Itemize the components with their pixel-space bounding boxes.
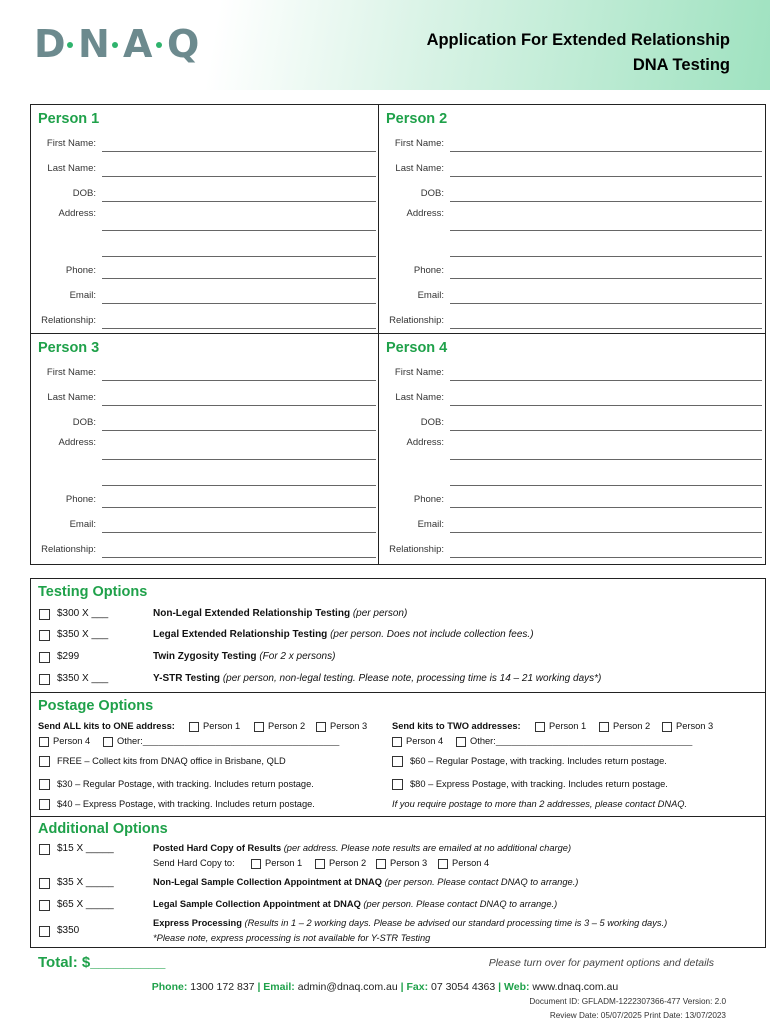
options-divider-2 <box>30 816 766 817</box>
email-label: Email: <box>69 519 96 530</box>
person-1-dob-field[interactable] <box>102 201 376 202</box>
logo-letter: N <box>78 22 110 66</box>
relationship-label: Relationship: <box>41 544 96 555</box>
one-address-person-1-checkbox[interactable] <box>189 722 199 732</box>
hard-copy-person-4-label: Person 4 <box>452 858 490 868</box>
email-label: Email: <box>417 519 444 530</box>
email-address-link[interactable]: admin@dnaq.com.au <box>297 981 398 993</box>
person-2-heading: Person 2 <box>386 111 448 127</box>
postage-express-40-label: $40 – Express Postage, with tracking. Includes return postage. <box>57 799 315 809</box>
grid-divider-vertical <box>378 104 379 565</box>
first-name-label: First Name: <box>46 367 96 378</box>
two-address-person-1-label: Person 1 <box>549 721 587 731</box>
hard-copy-person-2-checkbox[interactable] <box>315 859 325 869</box>
dob-label: DOB: <box>72 188 96 199</box>
person-3-address-line-2[interactable] <box>102 485 376 486</box>
testing-option-4-desc: Y-STR Testing (per person, non-legal testing. Please note, processing time is 14 – 21 working days*) <box>153 673 602 684</box>
testing-option-3-checkbox[interactable] <box>39 652 50 663</box>
review-print-dates: Review Date: 05/07/2025 Print Date: 13/07/2023 <box>549 1011 726 1020</box>
last-name-label: Last Name: <box>47 163 96 174</box>
additional-option-3-desc: Legal Sample Collection Appointment at DNAQ (per person. Please contact DNAQ to arrange.) <box>153 899 558 909</box>
hard-copy-person-1-label: Person 1 <box>265 858 303 868</box>
postage-regular-60-label: $60 – Regular Postage, with tracking. Includes return postage. <box>410 756 667 766</box>
additional-option-2-checkbox[interactable] <box>39 878 50 889</box>
address-label: Address: <box>58 437 96 448</box>
testing-options-heading: Testing Options <box>38 584 148 600</box>
logo-letter: D <box>34 22 66 66</box>
one-address-person-3-checkbox[interactable] <box>316 722 326 732</box>
dnaq-logo <box>34 16 204 66</box>
one-address-person-3-label: Person 3 <box>330 721 368 731</box>
email-contact-label: Email: <box>263 981 295 993</box>
person-1-address-line-2[interactable] <box>102 256 376 257</box>
hard-copy-person-4-checkbox[interactable] <box>438 859 448 869</box>
logo-dot <box>156 42 162 48</box>
title-line-1: Application For Extended Relationship <box>426 31 730 49</box>
person-3-last-name-field[interactable] <box>102 405 376 406</box>
postage-regular-30-label: $30 – Regular Postage, with tracking. Includes return postage. <box>57 779 314 789</box>
person-4-relationship-field[interactable] <box>450 557 762 558</box>
phone-label: Phone: <box>413 494 444 505</box>
person-2-address-line-1[interactable] <box>450 230 762 231</box>
person-1-last-name-field[interactable] <box>102 176 376 177</box>
last-name-label: Last Name: <box>395 392 444 403</box>
postage-regular-60-checkbox[interactable] <box>392 756 403 767</box>
phone-label: Phone: <box>65 494 96 505</box>
send-two-addresses-label: Send kits to TWO addresses: <box>392 721 521 731</box>
send-one-address-label: Send ALL kits to ONE address: <box>38 721 175 731</box>
hard-copy-person-3-checkbox[interactable] <box>376 859 386 869</box>
additional-option-3-price: $65 X _____ <box>57 899 114 910</box>
fax-contact-label: Fax: <box>406 981 429 993</box>
page-title <box>427 28 730 78</box>
testing-option-2-price: $350 X ___ <box>57 629 109 640</box>
two-address-person-2-checkbox[interactable] <box>599 722 609 732</box>
person-2-phone-field[interactable] <box>450 278 762 279</box>
additional-options-heading: Additional Options <box>38 821 168 837</box>
one-address-other-field[interactable]: Other:______________________________________ <box>117 736 340 746</box>
person-2-dob-field[interactable] <box>450 201 762 202</box>
last-name-label: Last Name: <box>47 392 96 403</box>
person-4-first-name-field[interactable] <box>450 380 762 381</box>
postage-regular-30-checkbox[interactable] <box>39 779 50 790</box>
hard-copy-person-1-checkbox[interactable] <box>251 859 261 869</box>
one-address-other-checkbox[interactable] <box>103 737 113 747</box>
send-hard-copy-label: Send Hard Copy to: <box>153 858 235 868</box>
relationship-label: Relationship: <box>389 544 444 555</box>
testing-option-1-desc: Non-Legal Extended Relationship Testing (per person) <box>153 608 408 619</box>
testing-option-4-checkbox[interactable] <box>39 674 50 685</box>
testing-option-3-desc: Twin Zygosity Testing (For 2 x persons) <box>153 651 336 662</box>
additional-option-2-desc: Non-Legal Sample Collection Appointment at DNAQ (per person. Please contact DNAQ to arrange.) <box>153 877 579 887</box>
hard-copy-person-3-label: Person 3 <box>390 858 428 868</box>
first-name-label: First Name: <box>394 138 444 149</box>
person-2-email-field[interactable] <box>450 303 762 304</box>
person-1-phone-field[interactable] <box>102 278 376 279</box>
postage-more-addresses-note: If you require postage to more than 2 addresses, please contact DNAQ. <box>392 799 688 809</box>
person-4-heading: Person 4 <box>386 340 448 356</box>
contact-line: Phone: 1300 172 837 | Email: admin@dnaq.com.au | Fax: 07 3054 4363 | Web: www.dnaq.com.au <box>151 981 619 993</box>
two-address-person-4-label: Person 4 <box>406 736 444 746</box>
two-address-other-field[interactable]: Other:______________________________________ <box>470 736 693 746</box>
hard-copy-person-2-label: Person 2 <box>329 858 367 868</box>
postage-free-checkbox[interactable] <box>39 756 50 767</box>
person-3-phone-field[interactable] <box>102 507 376 508</box>
fax-number: 07 3054 4363 <box>431 981 496 993</box>
logo-dot <box>67 42 73 48</box>
additional-option-1-price: $15 X _____ <box>57 843 114 854</box>
first-name-label: First Name: <box>46 138 96 149</box>
testing-option-3-price: $299 <box>57 651 80 662</box>
two-address-person-4-checkbox[interactable] <box>392 737 402 747</box>
logo-dot <box>112 42 118 48</box>
person-4-address-line-2[interactable] <box>450 485 762 486</box>
document-id: Document ID: GFLADM-1222307366-477 Version: 2.0 <box>529 997 726 1006</box>
phone-label: Phone: <box>413 265 444 276</box>
person-3-first-name-field[interactable] <box>102 380 376 381</box>
person-3-address-line-1[interactable] <box>102 459 376 460</box>
additional-option-3-checkbox[interactable] <box>39 900 50 911</box>
express-processing-note: *Please note, express processing is not available for Y-STR Testing <box>153 933 431 943</box>
turn-over-note: Please turn over for payment options and details <box>488 957 714 969</box>
additional-option-2-price: $35 X _____ <box>57 877 114 888</box>
dob-label: DOB: <box>420 417 444 428</box>
email-label: Email: <box>69 290 96 301</box>
address-label: Address: <box>406 208 444 219</box>
person-4-address-line-1[interactable] <box>450 459 762 460</box>
additional-option-4-desc: Express Processing (Results in 1 – 2 working days. Please be advised our standard processing time is 3 – 5 working days.) <box>153 918 668 928</box>
one-address-person-4-label: Person 4 <box>53 736 91 746</box>
one-address-person-2-label: Person 2 <box>268 721 306 731</box>
email-label: Email: <box>417 290 444 301</box>
options-divider-1 <box>30 692 766 693</box>
dob-label: DOB: <box>72 417 96 428</box>
two-address-other-checkbox[interactable] <box>456 737 466 747</box>
person-1-first-name-field[interactable] <box>102 151 376 152</box>
person-4-last-name-field[interactable] <box>450 405 762 406</box>
additional-option-1-checkbox[interactable] <box>39 844 50 855</box>
testing-option-4-price: $350 X ___ <box>57 673 109 684</box>
phone-contact-label: Phone: <box>151 981 188 993</box>
person-2-address-line-2[interactable] <box>450 256 762 257</box>
postage-express-40-checkbox[interactable] <box>39 799 50 810</box>
additional-option-4-price: $350 <box>57 925 80 936</box>
address-label: Address: <box>406 437 444 448</box>
postage-free-label: FREE – Collect kits from DNAQ office in Brisbane, QLD <box>57 756 286 766</box>
postage-express-80-label: $80 – Express Postage, with tracking. Includes return postage. <box>410 779 668 789</box>
logo-letter: A <box>123 22 153 66</box>
person-3-heading: Person 3 <box>38 340 100 356</box>
grid-divider-horizontal <box>30 333 766 334</box>
first-name-label: First Name: <box>394 367 444 378</box>
two-address-person-3-label: Person 3 <box>676 721 714 731</box>
logo-letter: Q <box>167 22 200 66</box>
additional-option-1-desc: Posted Hard Copy of Results (per address. Please note results are emailed at no additional charge) <box>153 843 572 853</box>
address-label: Address: <box>58 208 96 219</box>
relationship-label: Relationship: <box>41 315 96 326</box>
person-3-relationship-field[interactable] <box>102 557 376 558</box>
phone-number: 1300 172 837 <box>190 981 255 993</box>
postage-express-80-checkbox[interactable] <box>392 779 403 790</box>
testing-option-2-desc: Legal Extended Relationship Testing (per person. Does not include collection fees.) <box>153 629 534 640</box>
person-2-relationship-field[interactable] <box>450 328 762 329</box>
person-1-relationship-field[interactable] <box>102 328 376 329</box>
testing-option-2-checkbox[interactable] <box>39 630 50 641</box>
person-1-address-line-1[interactable] <box>102 230 376 231</box>
two-address-person-2-label: Person 2 <box>613 721 651 731</box>
testing-option-1-price: $300 X ___ <box>57 608 109 619</box>
one-address-person-4-checkbox[interactable] <box>39 737 49 747</box>
phone-label: Phone: <box>65 265 96 276</box>
person-1-email-field[interactable] <box>102 303 376 304</box>
person-2-first-name-field[interactable] <box>450 151 762 152</box>
one-address-person-1-label: Person 1 <box>203 721 241 731</box>
web-contact-label: Web: <box>504 981 530 993</box>
person-4-dob-field[interactable] <box>450 430 762 431</box>
dob-label: DOB: <box>420 188 444 199</box>
postage-options-heading: Postage Options <box>38 698 154 714</box>
testing-option-1-checkbox[interactable] <box>39 609 50 620</box>
person-4-email-field[interactable] <box>450 532 762 533</box>
last-name-label: Last Name: <box>395 163 444 174</box>
website-link[interactable]: www.dnaq.com.au <box>532 981 619 993</box>
title-line-2: DNA Testing <box>632 56 730 74</box>
one-address-person-2-checkbox[interactable] <box>254 722 264 732</box>
additional-option-4-checkbox[interactable] <box>39 926 50 937</box>
person-2-last-name-field[interactable] <box>450 176 762 177</box>
total-field[interactable]: Total: $_________ <box>38 954 166 971</box>
two-address-person-1-checkbox[interactable] <box>535 722 545 732</box>
relationship-label: Relationship: <box>389 315 444 326</box>
person-4-phone-field[interactable] <box>450 507 762 508</box>
person-3-email-field[interactable] <box>102 532 376 533</box>
person-1-heading: Person 1 <box>38 111 100 127</box>
person-3-dob-field[interactable] <box>102 430 376 431</box>
two-address-person-3-checkbox[interactable] <box>662 722 672 732</box>
